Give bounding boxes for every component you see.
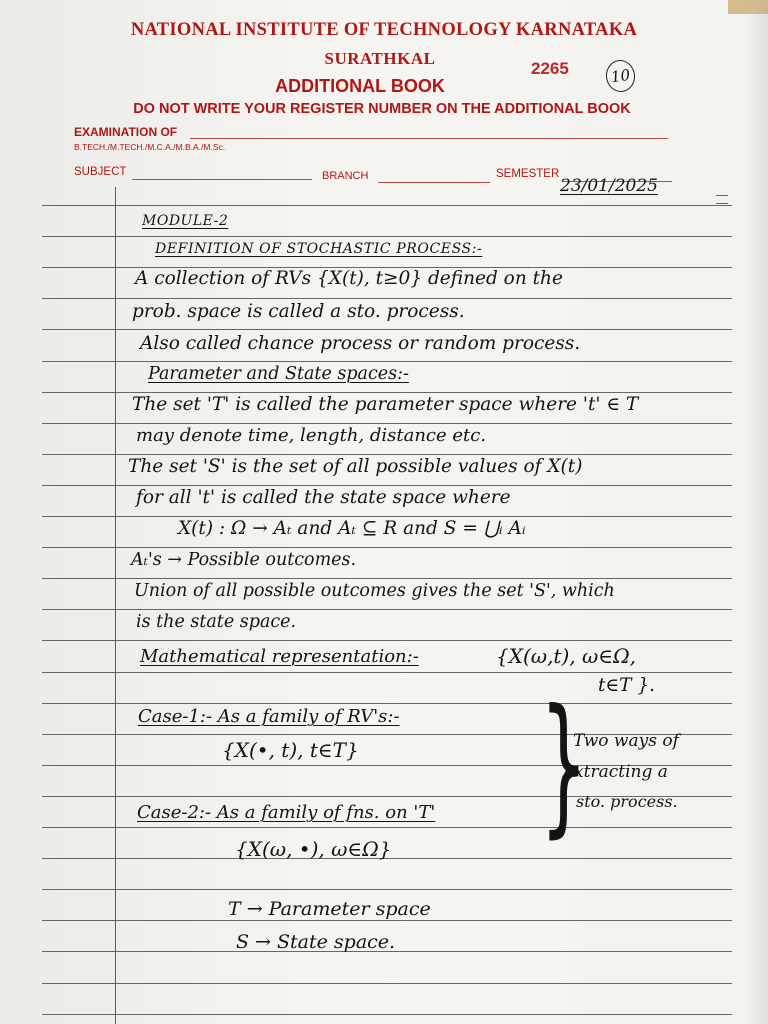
right-brace: } bbox=[540, 678, 588, 852]
edge-tick bbox=[716, 203, 728, 204]
note-line: The set 'S' is the set of all possible values of X(t) bbox=[128, 456, 583, 477]
ruled-line bbox=[42, 485, 732, 486]
subject-line bbox=[132, 179, 312, 180]
case-2-label: Case-2:- As a family of fns. on 'T' bbox=[137, 802, 436, 823]
note-line: Also called chance process or random process. bbox=[140, 333, 581, 354]
math-representation-set: {X(ω,t), ω∈Ω, bbox=[496, 644, 637, 668]
ruled-line bbox=[42, 672, 732, 673]
note-line: may denote time, length, distance etc. bbox=[136, 425, 487, 446]
ruled-line bbox=[42, 827, 732, 828]
module-heading: MODULE-2 bbox=[142, 213, 229, 229]
register-warning: DO NOT WRITE YOUR REGISTER NUMBER ON THE ADDITIONAL BOOK bbox=[133, 101, 631, 117]
book-title: ADDITIONAL BOOK bbox=[275, 76, 445, 96]
ruled-line bbox=[42, 889, 732, 890]
ruled-line bbox=[42, 640, 732, 641]
sheet-number-circle: 10 bbox=[604, 58, 637, 94]
institute-name: NATIONAL INSTITUTE OF TECHNOLOGY KARNATAKA bbox=[130, 20, 638, 40]
legend-s: S → State space. bbox=[236, 931, 396, 953]
math-representation-label: Mathematical representation:- bbox=[140, 646, 419, 667]
math-representation-set-cont: t∈T }. bbox=[598, 675, 655, 696]
parameter-heading: Parameter and State spaces:- bbox=[148, 364, 409, 384]
ruled-line bbox=[42, 329, 732, 330]
edge-tick bbox=[716, 195, 728, 196]
examination-label: EXAMINATION OF bbox=[74, 125, 178, 139]
ruled-line bbox=[42, 578, 732, 579]
ruled-line bbox=[42, 361, 732, 362]
note-line: The set 'T' is called the parameter space where 't' ∈ T bbox=[132, 394, 639, 415]
examination-line bbox=[190, 138, 668, 139]
subject-label: SUBJECT bbox=[74, 166, 127, 178]
semester-label: SEMESTER bbox=[496, 168, 560, 180]
margin-line bbox=[115, 187, 116, 1024]
case-1-formula: {X(•, t), t∈T} bbox=[222, 738, 359, 762]
ruled-line bbox=[42, 236, 732, 237]
ruled-line bbox=[42, 703, 732, 704]
ruled-line bbox=[42, 454, 732, 455]
ruled-line bbox=[42, 423, 732, 424]
note-line: Aₜ's → Possible outcomes. bbox=[131, 550, 357, 570]
case-2-formula: {X(ω, •), ω∈Ω} bbox=[235, 837, 392, 861]
case-1-label: Case-1:- As a family of RV's:- bbox=[138, 706, 400, 727]
mapping-formula: X(t) : Ω → Aₜ and Aₜ ⊆ R and S = ⋃ᵢ Aᵢ bbox=[178, 518, 526, 539]
note-line: A collection of RVs {X(t), t≥0} defined on the bbox=[135, 268, 563, 289]
side-note: extracting a bbox=[564, 762, 668, 782]
ruled-line bbox=[42, 205, 732, 206]
side-note: Two ways of bbox=[573, 731, 679, 751]
ruled-line bbox=[42, 983, 732, 984]
handwritten-date: 23/01/2025 bbox=[560, 176, 658, 196]
side-note: sto. process. bbox=[576, 792, 678, 811]
institute-place: SURATHKAL bbox=[324, 49, 436, 68]
ruled-line bbox=[42, 920, 732, 921]
note-line: is the state space. bbox=[136, 612, 297, 632]
definition-heading: DEFINITION OF STOCHASTIC PROCESS:- bbox=[155, 241, 483, 257]
ruled-line bbox=[42, 547, 732, 548]
corner-mark bbox=[728, 0, 768, 14]
ruled-line bbox=[42, 609, 732, 610]
note-line: Union of all possible outcomes gives the set 'S', which bbox=[134, 581, 615, 601]
page-edge-shadow bbox=[746, 0, 768, 1024]
degree-options: B.TECH./M.TECH./M.C.A./M.B.A./M.Sc. bbox=[74, 142, 226, 152]
branch-line bbox=[378, 182, 490, 183]
serial-number: 2265 bbox=[531, 59, 569, 78]
ruled-line bbox=[42, 298, 732, 299]
ruled-line bbox=[42, 516, 732, 517]
ruled-line bbox=[42, 1014, 732, 1015]
ruled-line bbox=[42, 392, 732, 393]
note-line: prob. space is called a sto. process. bbox=[132, 301, 465, 322]
legend-t: T → Parameter space bbox=[228, 898, 431, 920]
branch-label: BRANCH bbox=[322, 170, 369, 182]
note-line: for all 't' is called the state space where bbox=[136, 487, 511, 508]
